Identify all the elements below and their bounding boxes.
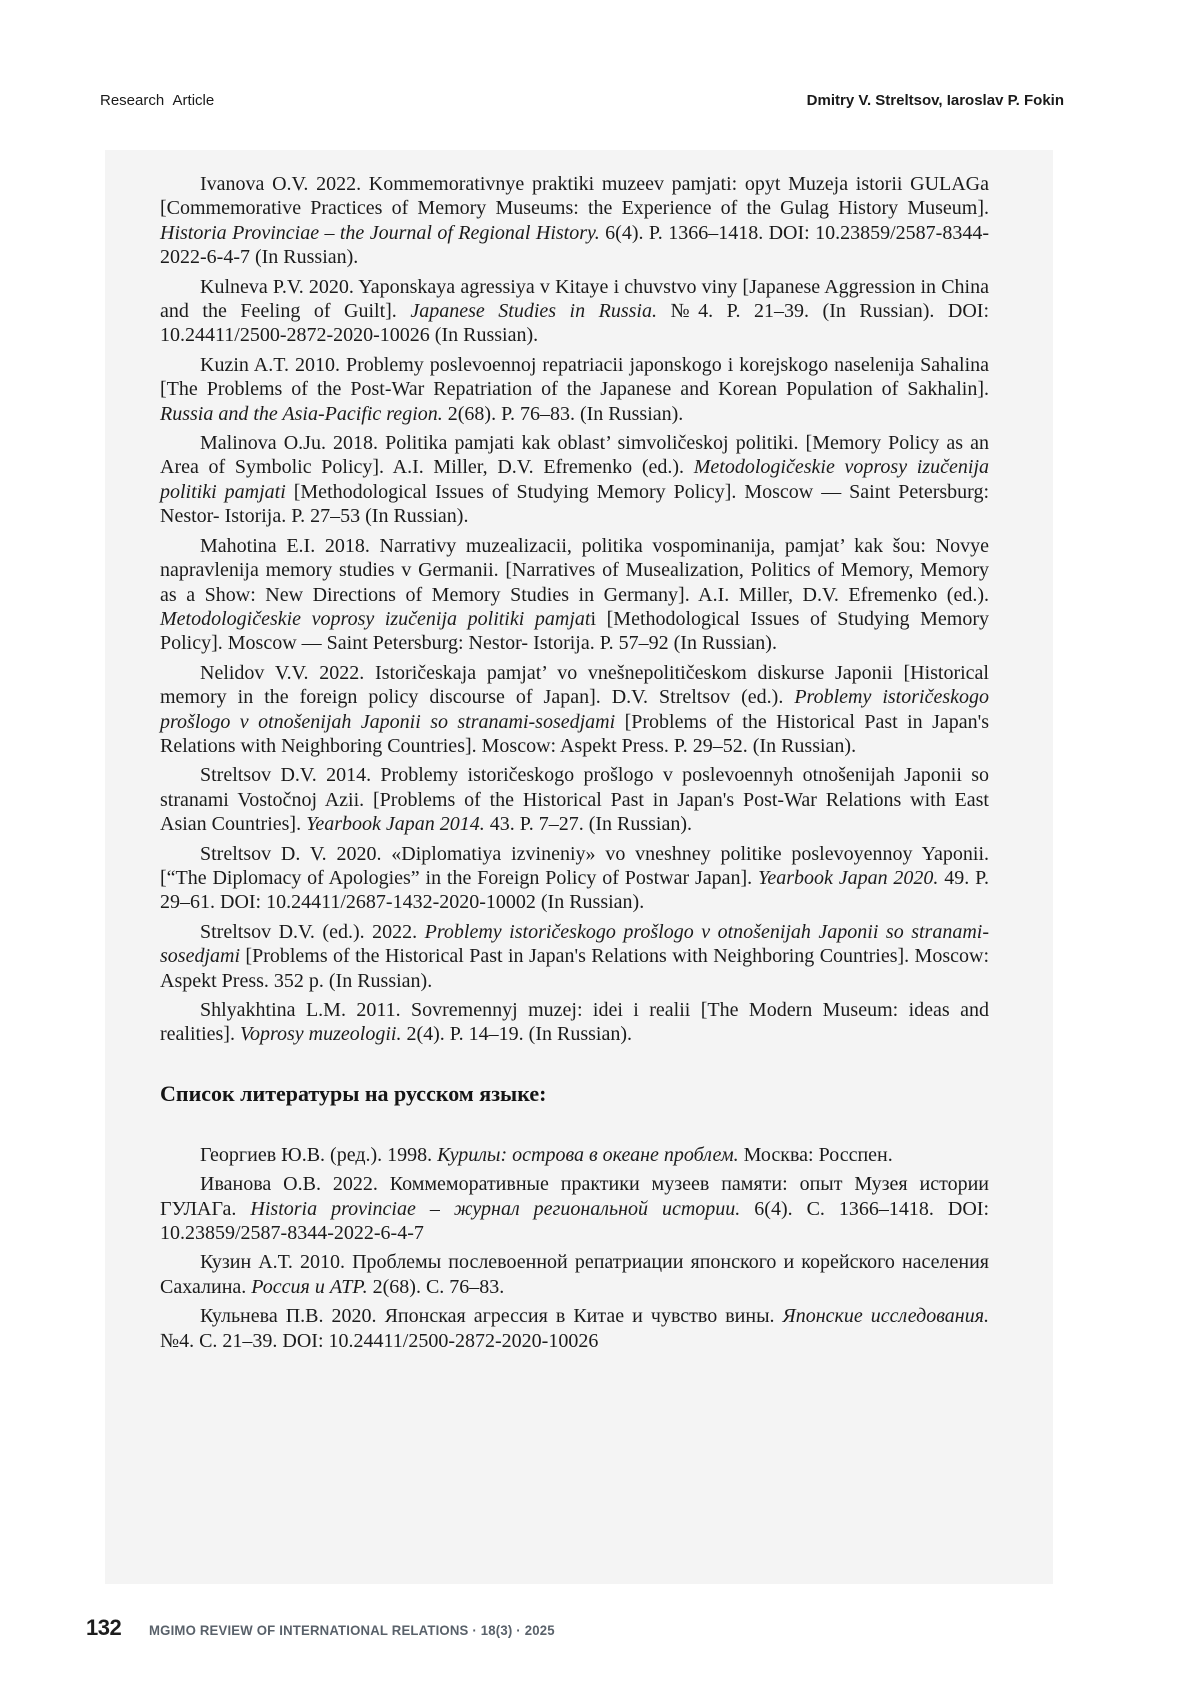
reference-ru-kuzin: Кузин А.Т. 2010. Проблемы послевоенной репатриации японского и корейского населения Сахалина. Россия и АТР. 2(68). С. 76–83. bbox=[160, 1251, 989, 1298]
reference-ru-kulneva: Кульнева П.В. 2020. Японская агрессия в Китае и чувство вины. Японские исследования. №4. С. 21–39. DOI: 10.24411/2500-2872-2020-10026 bbox=[160, 1305, 989, 1352]
reference-en-mahotina: Mahotina E.I. 2018. Narrativy muzealizacii, politika vospominanija, pamjat’ kak šou: Novye napravlenija memory studies v Germanii. [Narratives of Musealization, Politics of Memory, Memory as a Show: New Directions of Memory Studies in Germany]. A.I. Miller, D.V. Efremenko (ed.). Metodologičeskie voprosy izučenija politiki pamjati [Methodological Issues of Studying Memory Policy]. Moscow — Saint Petersburg: Nestor- Istorija. P. 57–92 (In Russian). bbox=[160, 534, 989, 655]
reference-en-kulneva: Kulneva P.V. 2020. Yaponskaya agressiya v Kitaye i chuvstvo viny [Japanese Aggression in China and the Feeling of Guilt]. Japanese Studies in Russia. №4. P. 21–39. (In Russian). DOI: 10.24411/2500-2872-2020-10026 (In Russian). bbox=[160, 275, 989, 347]
journal-footer-line: MGIMO REVIEW OF INTERNATIONAL RELATIONS · 18(3) · 2025 bbox=[149, 1622, 555, 1638]
reference-en-nelidov: Nelidov V.V. 2022. Istoričeskaja pamjat’ vo vnešnepolitičeskom diskurse Japonii [Historical memory in the foreign policy discourse of Japan]. D.V. Streltsov (ed.). Problemy istoričeskogo prošlogo v otnošenijah Japonii so stranami-sosedjami [Problems of the Historical Past in Japan's Relations with Neighboring Countries]. Moscow: Aspekt Press. P. 29–52. (In Russian). bbox=[160, 661, 989, 757]
reference-en-shlyakhtina: Shlyakhtina L.M. 2011. Sovremennyj muzej: idei i realii [The Modern Museum: ideas and realities]. Voprosy muzeologii. 2(4). P. 14–19. (In Russian). bbox=[160, 999, 989, 1046]
reference-en-streltsov-2022: Streltsov D.V. (ed.). 2022. Problemy istoričeskogo prošlogo v otnošenijah Japonii so stranami-sosedjami [Problems of the Historical Past in Japan's Relations with Neighboring Countries]. Moscow: Aspekt Press. 352 p. (In Russian). bbox=[160, 920, 990, 992]
reference-en-ivanova: Ivanova O.V. 2022. Kommemorativnye praktiki muzeev pamjati: opyt Muzeja istorii GULAGa [Commemorative Practices of Memory Museums: the Experience of the Gulag History Museum]. Historia Provinciae – the Journal of Regional History. 6(4). P. 1366–1418. DOI: 10.23859/2587-8344-2022-6-4-7 (In Russian). bbox=[160, 173, 989, 269]
page-footer bbox=[86, 1615, 581, 1641]
reference-en-malinova: Malinova O.Ju. 2018. Politika pamjati kak oblast’ simvoličeskoj politiki. [Memory Policy as an Area of Symbolic Policy]. A.I. Miller, D.V. Efremenko (ed.). Metodologičeskie voprosy izučenija politiki pamjati [Methodological Issues of Studying Memory Policy]. Moscow — Saint Petersburg: Nestor- Istorija. P. 27–53 (In Russian). bbox=[160, 432, 990, 528]
reference-en-kuzin: Kuzin A.T. 2010. Problemy poslevoennoj repatriacii japonskogo i korejskogo naselenija Sahalina [The Problems of the Post-War Repatriation of the Japanese and Korean Population of Sakhalin]. Russia and the Asia-Pacific region. 2(68). P. 76–83. (In Russian). bbox=[160, 353, 989, 425]
reference-en-streltsov-2014: Streltsov D.V. 2014. Problemy istoričeskogo prošlogo v poslevoennyh otnošenijah Japonii so stranami Vostočnoj Azii. [Problems of the Historical Past in Japan's Post-War Relations with East Asian Countries]. Yearbook Japan 2014. 43. P. 7–27. (In Russian). bbox=[160, 764, 989, 836]
article-type-label: Research Article bbox=[100, 92, 215, 109]
reference-ru-ivanova: Иванова О.В. 2022. Коммеморативные практики музеев памяти: опыт Музея истории ГУЛАГа. Historia provinciae – журнал региональной истории. 6(4). С. 1366–1418. DOI: 10.23859/2587-8344-2022-6-4-7 bbox=[160, 1173, 990, 1245]
page-number: 132 bbox=[86, 1615, 122, 1640]
reference-en-streltsov-2020: Streltsov D. V. 2020. «Diplomatiya izvineniy» vo vneshney politike poslevoyennoy Yaponii. [“The Diplomacy of Apologies” in the Foreign Policy of Postwar Japan]. Yearbook Japan 2020. 49. P. 29–61. DOI: 10.24411/2687-1432-2020-10002 (In Russian). bbox=[160, 842, 990, 914]
page-header bbox=[100, 92, 1064, 109]
reference-ru-georgiev: Георгиев Ю.В. (ред.). 1998. Курилы: острова в океане проблем. Москва: Росспен. bbox=[200, 1143, 893, 1166]
authors-label: Dmitry V. Streltsov, Iaroslav P. Fokin bbox=[806, 92, 1064, 109]
references-content-area bbox=[105, 150, 1053, 1584]
russian-references-heading: Список литературы на русском языке: bbox=[160, 1080, 547, 1106]
